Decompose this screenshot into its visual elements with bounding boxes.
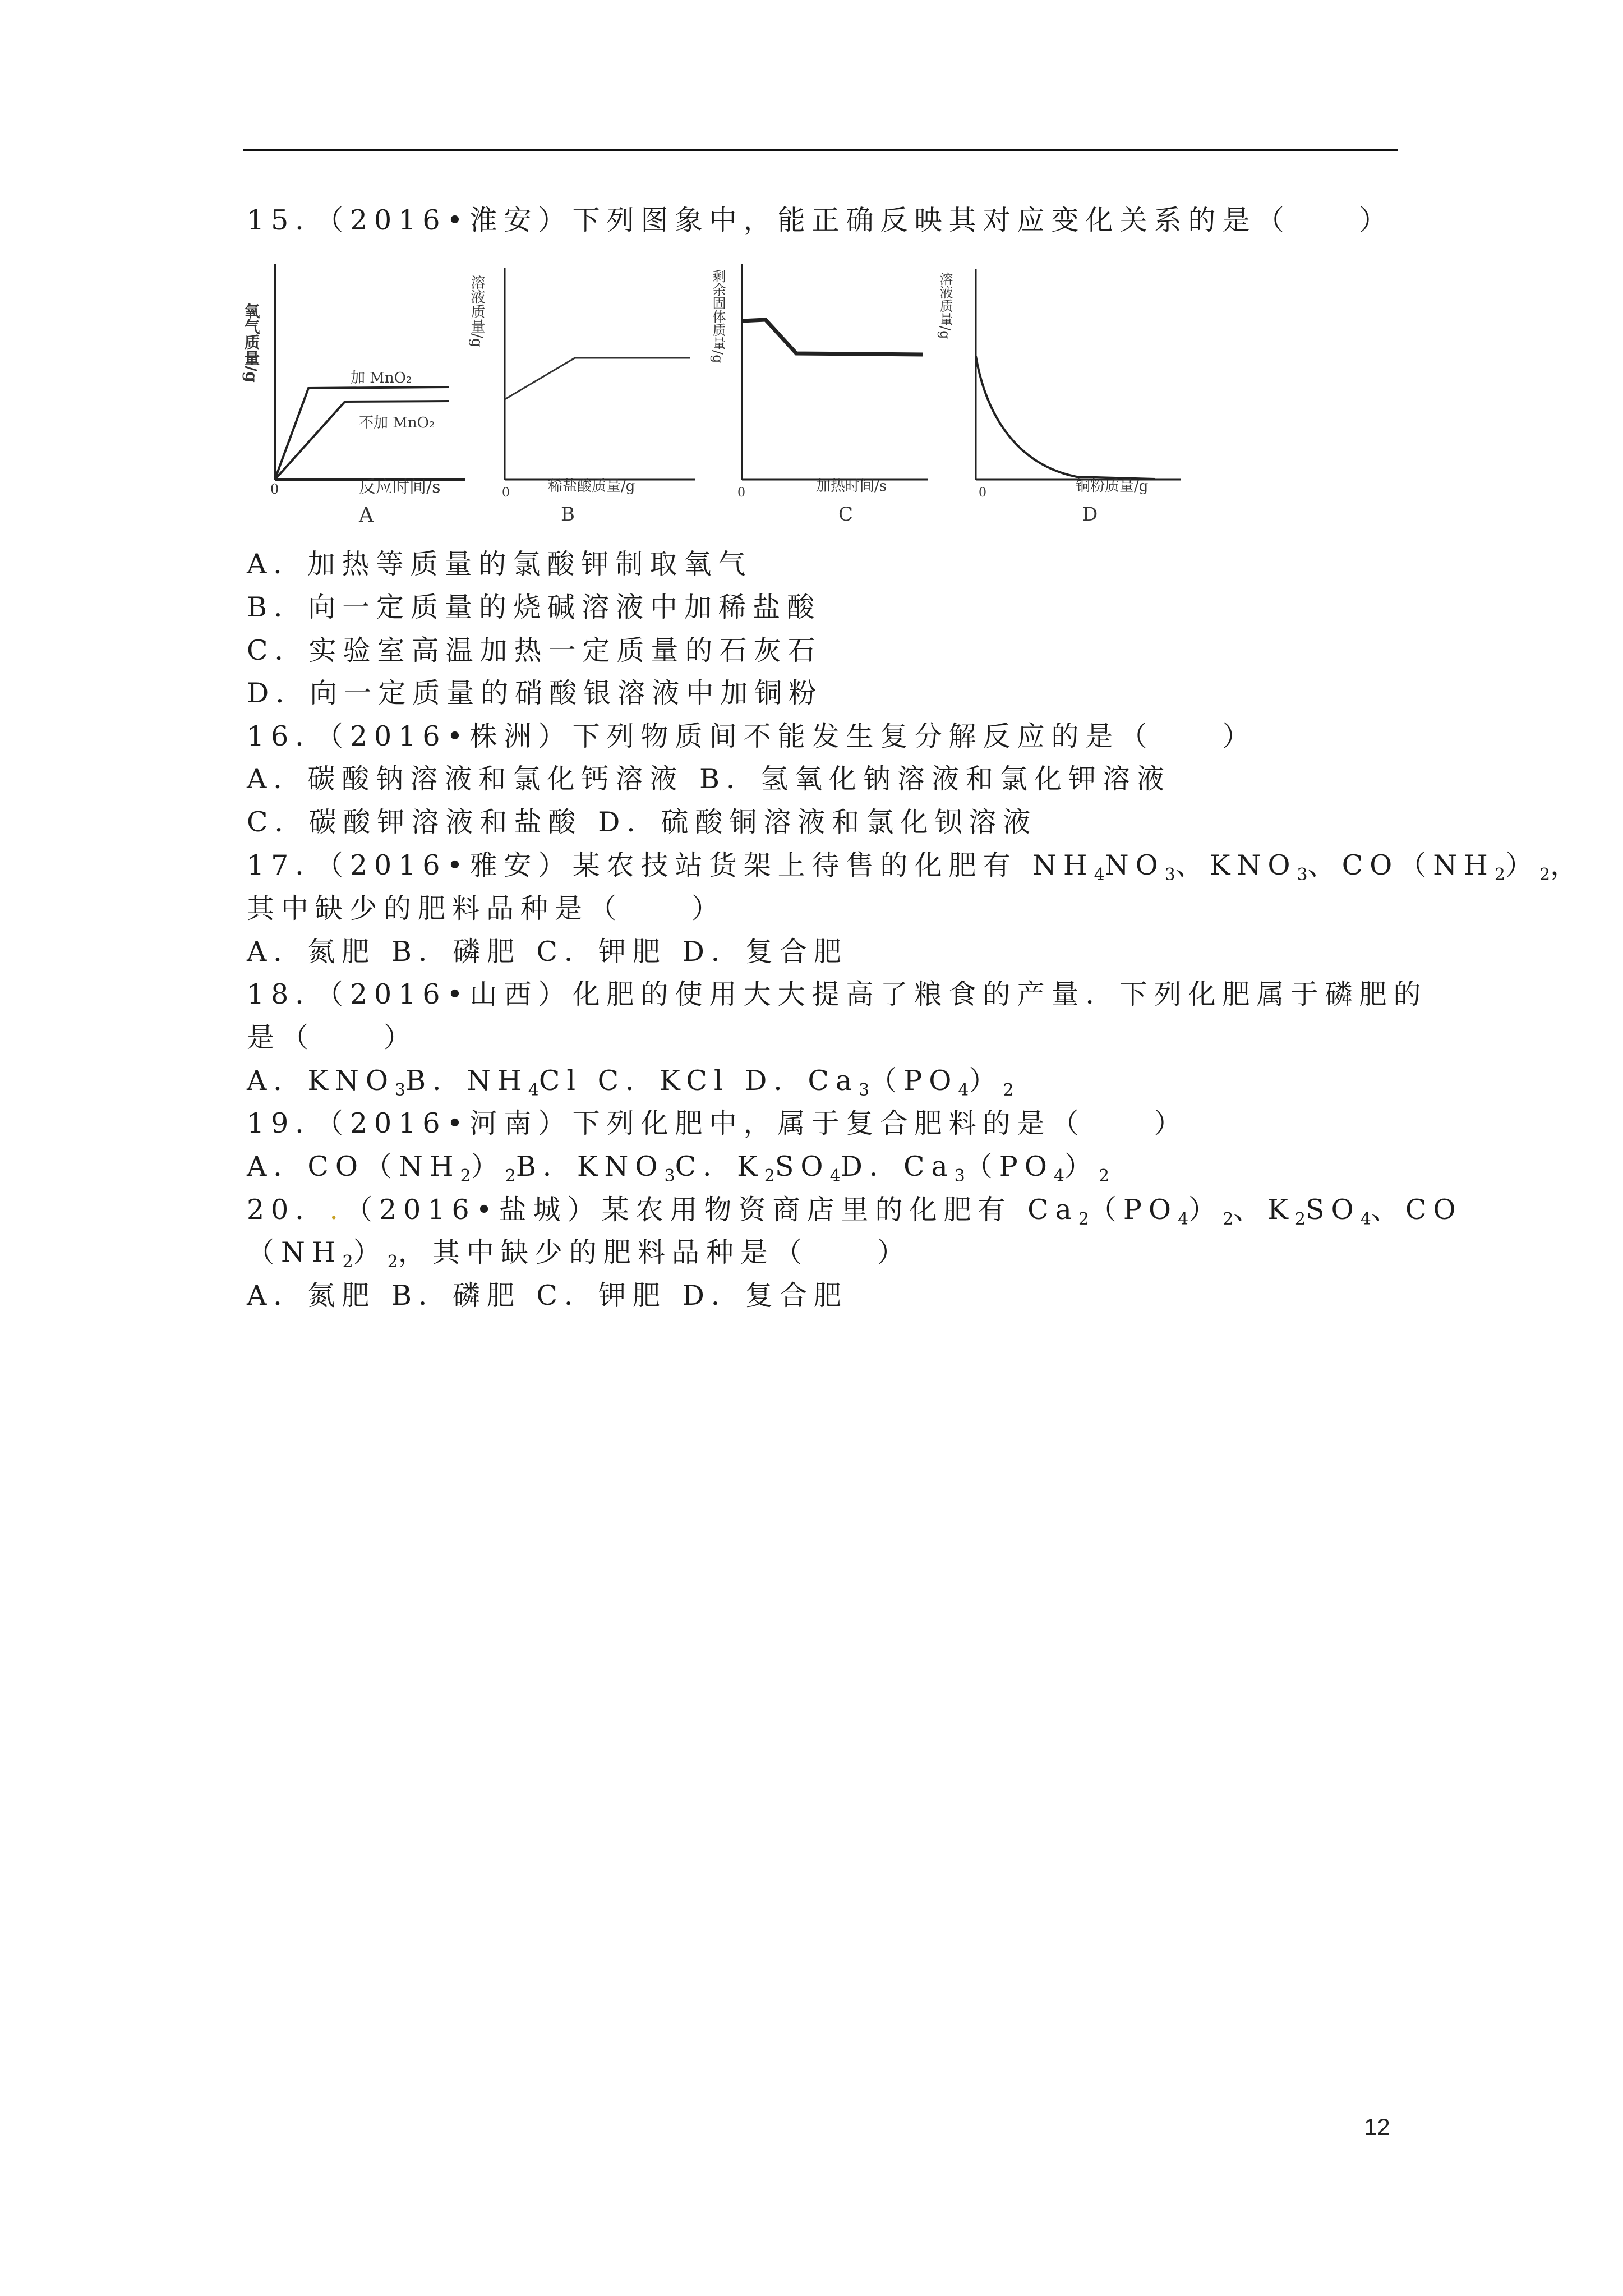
graph-d	[937, 269, 1181, 526]
graph-a-origin: 0	[270, 481, 279, 497]
graph-b	[468, 268, 695, 526]
q15-option-c: C．实验室高温加热一定质量的石灰石	[247, 634, 822, 666]
graph-a-curve-without-mno2	[275, 401, 449, 480]
graph-c-curve	[742, 320, 923, 355]
graph-c	[710, 264, 928, 526]
graph-b-curve	[505, 358, 690, 399]
page-number: 12	[1364, 2114, 1390, 2140]
graph-a-xlabel: 反应时间/s	[359, 477, 441, 497]
q20-options: A．氮肥 B．磷肥 C．钾肥 D．复合肥	[247, 1280, 848, 1312]
q15-option-b: B．向一定质量的烧碱溶液中加稀盐酸	[247, 591, 822, 623]
q18-stem-line2: 是（ ）	[247, 1022, 418, 1053]
q17-stem-line1: 17．（2016•雅安）某农技站货架上待售的化肥有 $NH_4NO_3$、$KNO_3$、$CO(NH_2)_2$，	[247, 849, 1585, 885]
graph-a	[242, 264, 466, 527]
graph-d-origin: 0	[979, 486, 986, 500]
q20-stem-line1: 20．.（2016•盐城）某农用物资商店里的化肥有 $Ca_2(PO_4)_2$、$K_2SO_4$、CO	[247, 1194, 1463, 1229]
header-rule	[243, 149, 1398, 151]
q15-option-d: D．向一定质量的硝酸银溶液中加铜粉	[247, 677, 823, 709]
q15-option-a: A．加热等质量的氯酸钾制取氧气	[247, 548, 753, 580]
q19-options: A．$CO(NH_2)_2B$．$KNO_3C$．$K_2SO_4D$．$Ca_3(PO_4)_2$	[247, 1151, 1110, 1186]
graph-c-origin: 0	[737, 486, 745, 500]
graph-d-letter: D	[1082, 503, 1098, 526]
q20-stem-line2: $(NH_2)_2$，其中缺少的肥料品种是（ ）	[247, 1236, 911, 1272]
graph-b-xlabel: 稀盐酸质量/g	[548, 478, 635, 495]
q16-options-line2: C．碳酸钾溶液和盐酸 D．硫酸铜溶液和氯化钡溶液	[247, 806, 1038, 838]
q17-stem-line2: 其中缺少的肥料品种是（ ）	[247, 892, 726, 924]
q15-figure	[242, 258, 1200, 539]
graph-a-label-with-mno2: 加 MnO₂	[351, 370, 412, 386]
graph-b-origin: 0	[502, 486, 510, 500]
q16-options-line1: A．碳酸钠溶液和氯化钙溶液 B．氢氧化钠溶液和氯化钾溶液	[247, 763, 1171, 795]
q18-options: A．$KNO_3B$．$NH_4Cl$ C．KCl D．$Ca_3(PO_4)_2$	[247, 1065, 1014, 1100]
graph-a-label-without-mno2: 不加 MnO₂	[359, 415, 435, 431]
graph-c-ylabel: 剩余固体质量/g	[710, 269, 726, 364]
q17-options: A．氮肥 B．磷肥 C．钾肥 D．复合肥	[247, 936, 848, 968]
graph-a-ylabel: 氧气质量/g	[242, 303, 261, 383]
q20-dot-mark: .	[329, 1194, 345, 1226]
graph-d-curve	[976, 356, 1155, 479]
q15-graphs-svg	[242, 258, 1200, 539]
q19-stem: 19．（2016•河南）下列化肥中，属于复合肥料的是（ ）	[247, 1107, 1188, 1139]
graph-d-xlabel: 铜粉质量/g	[1076, 478, 1149, 495]
q18-stem-line1: 18．（2016•山西）化肥的使用大大提高了粮食的产量．下列化肥属于磷肥的	[247, 978, 1428, 1010]
graph-a-letter: A	[359, 504, 374, 527]
graph-d-ylabel: 溶液质量/g	[937, 272, 953, 339]
q15-stem: 15．（2016•淮安）下列图象中，能正确反映其对应变化关系的是（ ）	[247, 204, 1394, 236]
graph-c-xlabel: 加热时间/s	[816, 478, 887, 495]
graph-c-letter: C	[838, 503, 854, 526]
graph-b-letter: B	[561, 503, 575, 526]
q16-stem: 16．（2016•株洲）下列物质间不能发生复分解反应的是（ ）	[247, 720, 1257, 752]
graph-b-ylabel: 溶液质量/g	[468, 275, 485, 348]
